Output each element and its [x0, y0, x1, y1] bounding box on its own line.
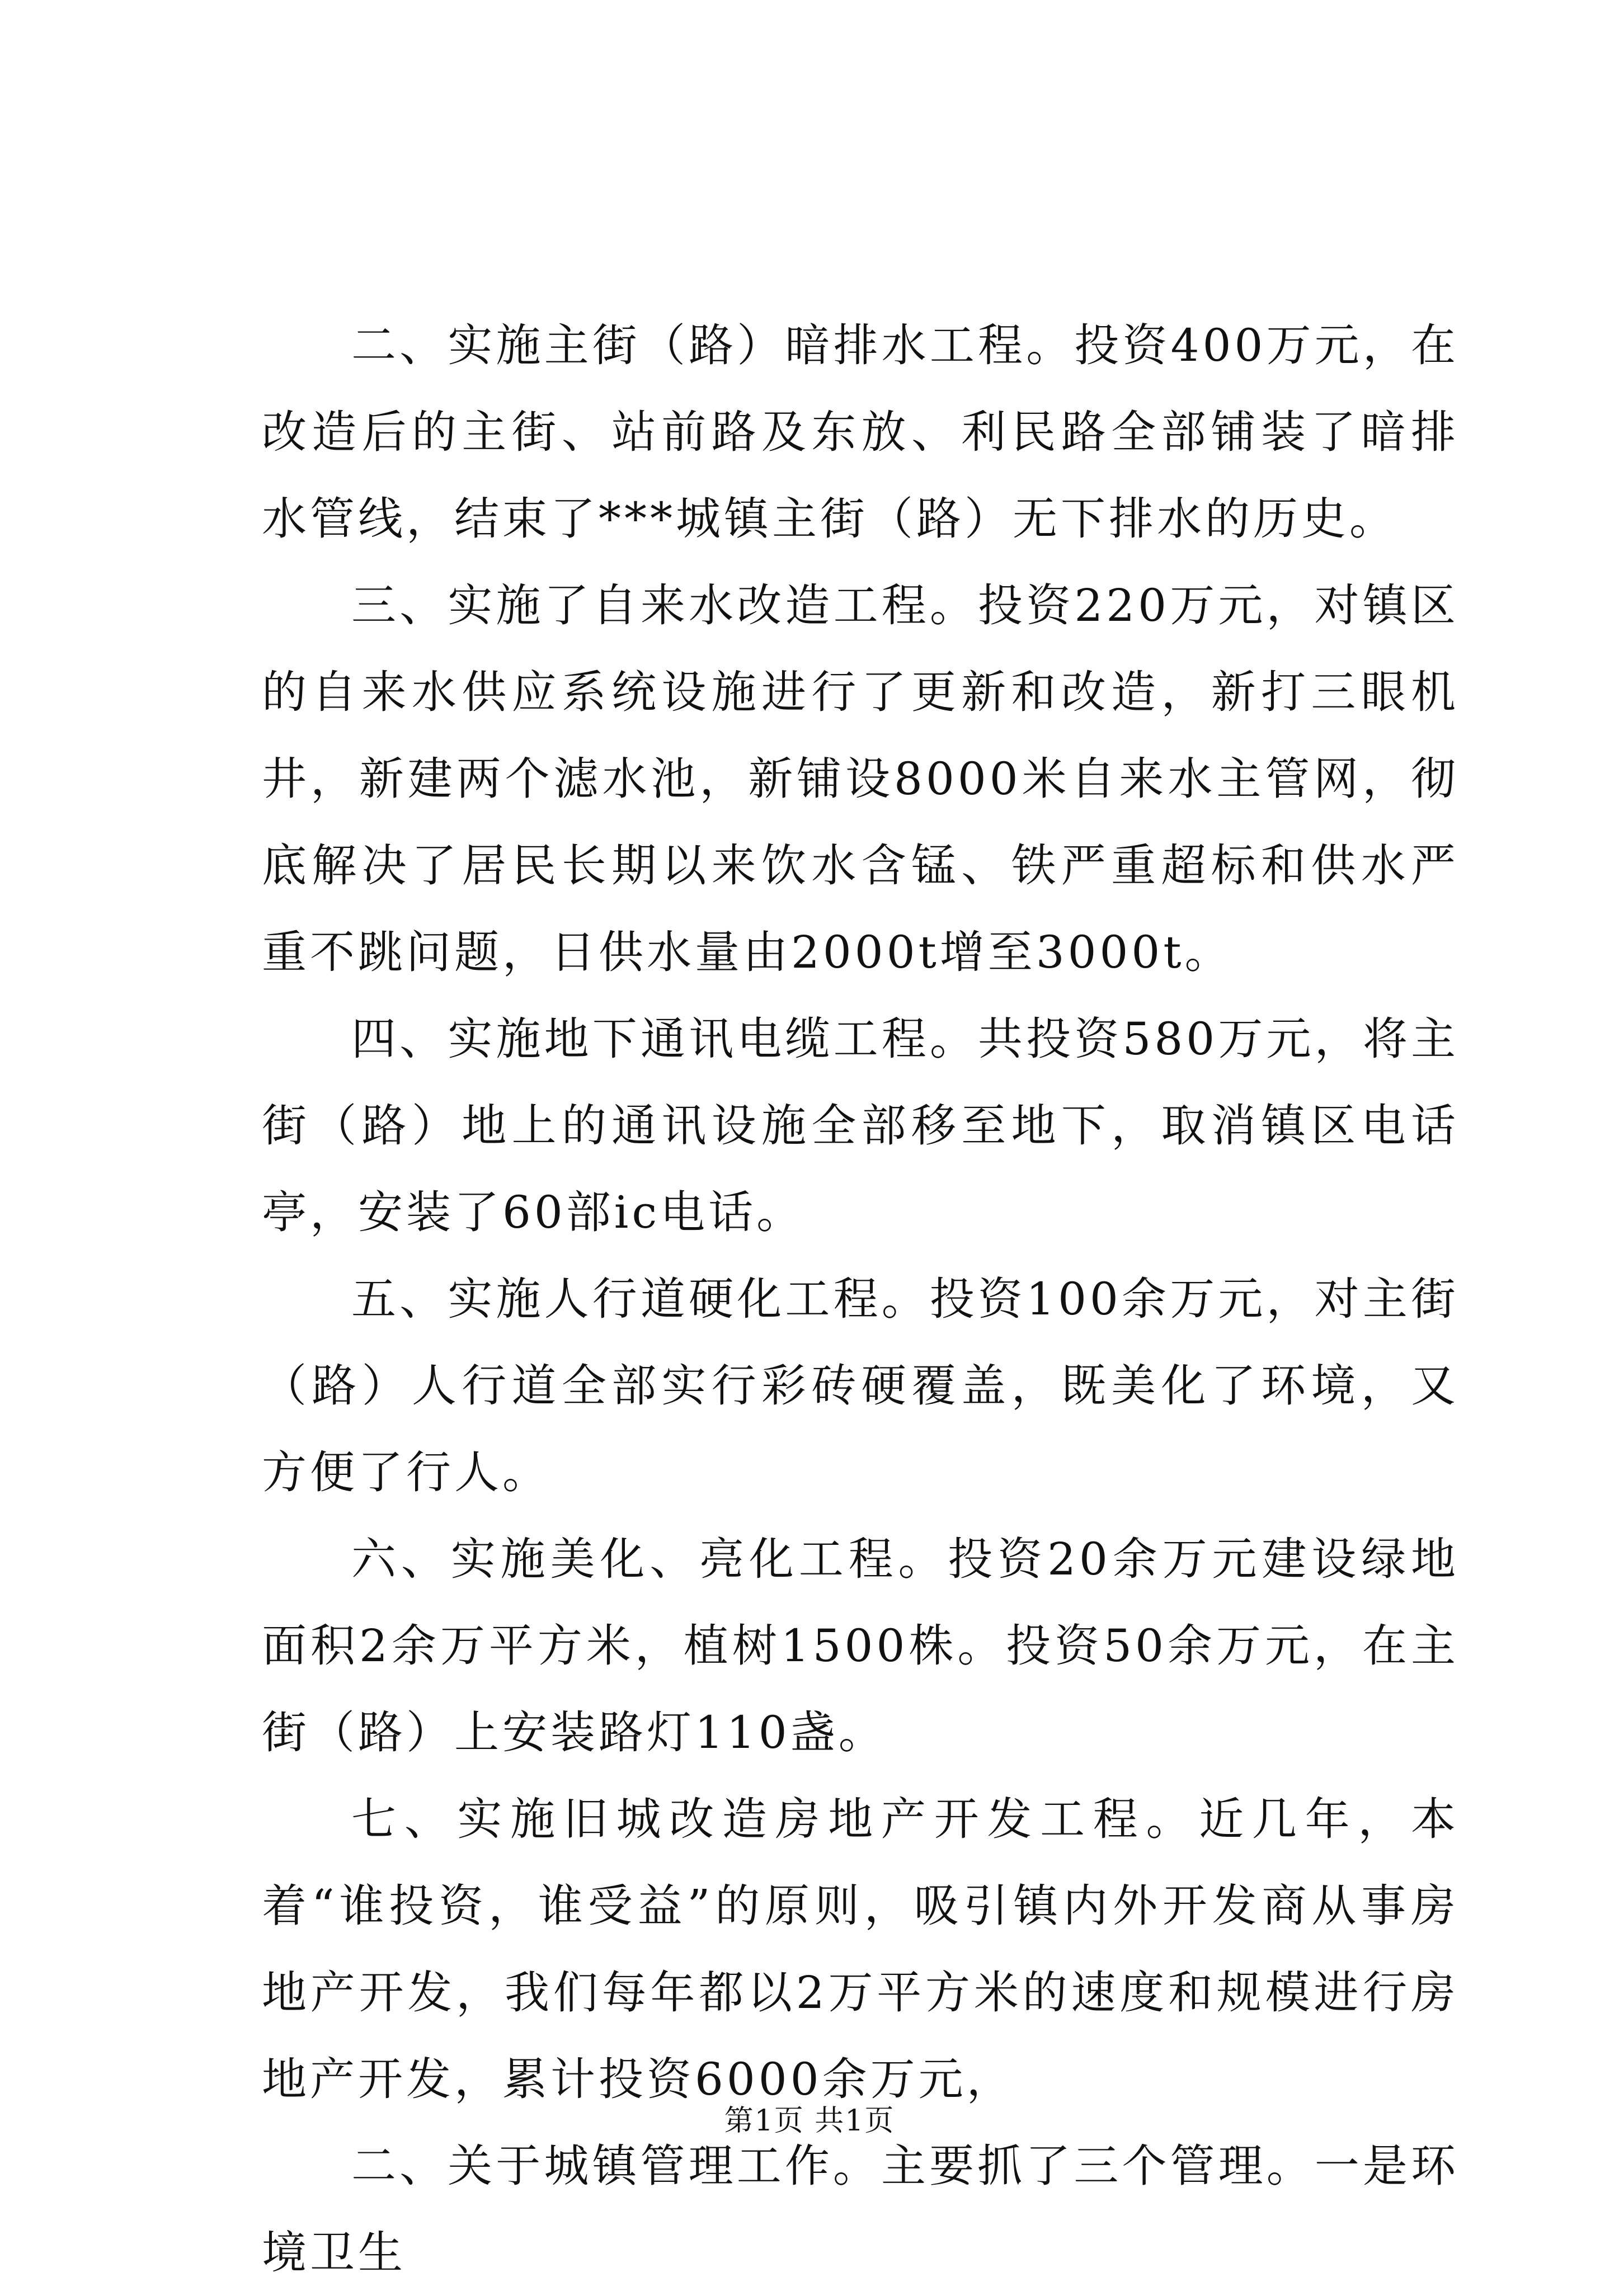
paragraph-water-supply-project: 三、实施了自来水改造工程。投资220万元，对镇区的自来水供应系统设施进行了更新和改造，新打三眼机井，新建两个滤水池，新铺设8000米自来水主管网，彻底解决了居民长期以来饮水含锰、铁严重超标和供水严重不跳问题，日供水量由2000t增至3000t。 [262, 579, 1459, 978]
page-number-footer: 第1页 共1页 [724, 2104, 895, 2138]
paragraph-town-management: 二、关于城镇管理工作。主要抓了三个管理。一是环境卫生 [262, 2140, 1459, 2279]
paragraph-real-estate-project: 七、实施旧城改造房地产开发工程。近几年，本着“谁投资，谁受益”的原则，吸引镇内外开发商从事房地产开发，我们每年都以2万平方米的速度和规模进行房地产开发，累计投资6000余万元， [262, 1793, 1459, 2105]
paragraph-greening-lighting-project: 六、实施美化、亮化工程。投资20余万元建设绿地面积2余万平方米，植树1500株。投资50余万元，在主街（路）上安装路灯110盏。 [262, 1533, 1459, 1758]
document-body [262, 302, 1459, 2296]
paragraph-drainage-project: 二、实施主街（路）暗排水工程。投资400万元，在改造后的主街、站前路及东放、利民路全部铺装了暗排水管线，结束了***城镇主街（路）无下排水的历史。 [262, 319, 1459, 545]
paragraph-sidewalk-project: 五、实施人行道硬化工程。投资100余万元，对主街（路）人行道全部实行彩砖硬覆盖，既美化了环境，又方便了行人。 [262, 1273, 1459, 1498]
paragraph-telecom-cable-project: 四、实施地下通讯电缆工程。共投资580万元，将主街（路）地上的通讯设施全部移至地下，取消镇区电话亭，安装了60部ic电话。 [262, 1013, 1459, 1238]
